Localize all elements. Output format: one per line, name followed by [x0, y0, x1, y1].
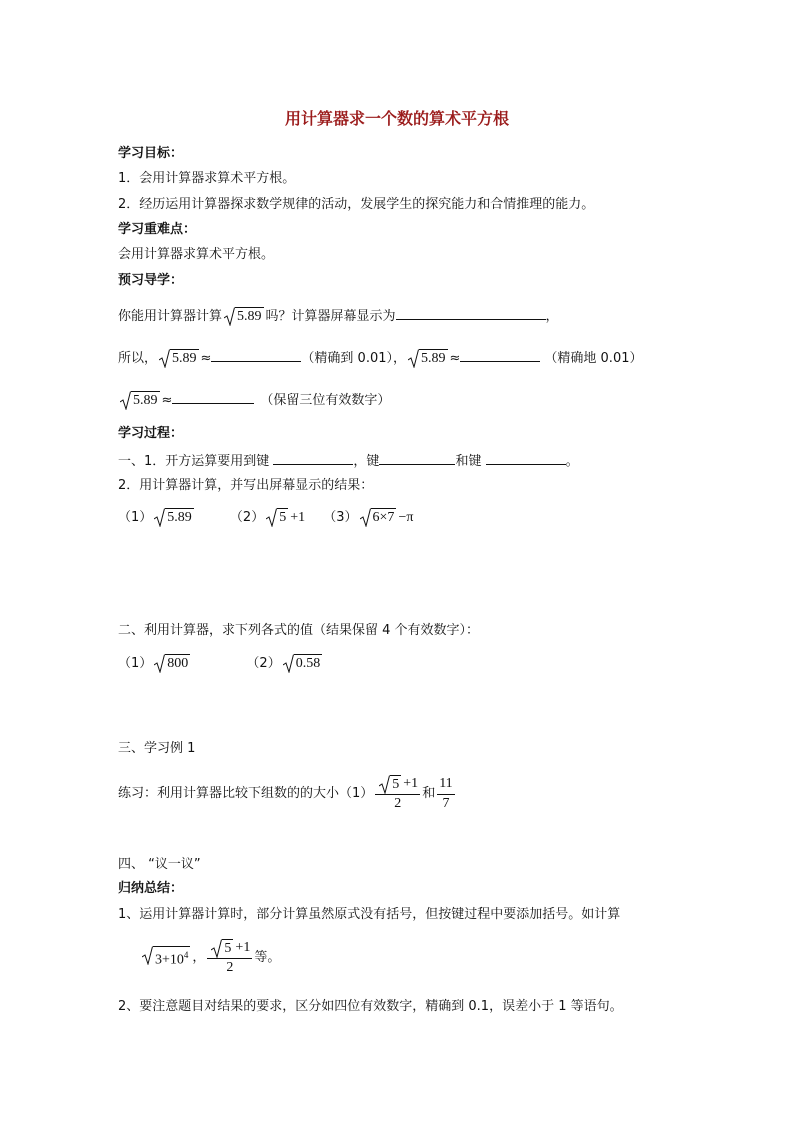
sqrt-expression: 5 [266, 508, 288, 527]
sqrt-expression: 0.58 [283, 654, 323, 673]
answer-blank[interactable] [396, 306, 546, 320]
fraction: 5 +1 2 [207, 938, 252, 977]
answer-blank[interactable] [211, 348, 301, 362]
sqrt-expression: 5.89 [154, 508, 194, 527]
answer-blank[interactable] [486, 451, 566, 465]
answer-blank[interactable] [379, 451, 455, 465]
sqrt-expression: 6×7 [360, 508, 397, 527]
summary-item-1: 1、运用计算器计算时，部分计算虽然原式没有括号，但按键过程中要添加括号。如计算 [118, 907, 621, 922]
practice-line: 练习：利用计算器比较下组数的的大小（1） 5 +1 2 和 $\frac{11}{7}$ [118, 776, 453, 811]
sqrt-expression: 5 [211, 939, 233, 958]
preview-question-3: 5.89 ≈ （保留三位有效数字） [118, 390, 390, 410]
fraction: $\frac{11}{7}$ [439, 776, 453, 811]
sqrt-expression: 5.89 [120, 391, 160, 410]
key-points-text: 会用计算器求算术平方根。 [118, 247, 275, 262]
summary-item-2: 2、要注意题目对结果的要求，区分如四位有效数字，精确到 0.1，误差小于 1 等语句。 [118, 999, 623, 1014]
sqrt-expression: 5.89 [408, 349, 448, 368]
preview-question-1: 你能用计算器计算 5.89 吗？计算器屏幕显示为 ， [118, 306, 559, 326]
fraction: 5 +1 2 [375, 774, 420, 813]
answer-blank[interactable] [460, 348, 540, 362]
process-item-2: 2．用计算器计算，并写出屏幕显示的结果： [118, 478, 374, 493]
goal-item-2: 2．经历运用计算器探求数学规律的活动，发展学生的探究能力和合情推理的能力。 [118, 197, 595, 212]
answer-blank[interactable] [273, 451, 353, 465]
sqrt-expression: 5.89 [224, 307, 264, 326]
section-4-text: 四、 “议一议” [118, 857, 201, 872]
section-2-expressions: （1） 800 （2） 0.58 [118, 656, 321, 671]
process-heading: 学习过程： [118, 426, 184, 441]
page-title: 用计算器求一个数的算术平方根 [284, 109, 509, 128]
goals-heading: 学习目标： [118, 146, 184, 161]
q1-post: 吗？计算器屏幕显示为 [265, 309, 396, 324]
process-item-2-expressions: （1） 5.89 （2） 5 +1 （3） 6×7 −π [118, 510, 414, 525]
q1-pre: 你能用计算器计算 [118, 309, 223, 324]
preview-heading: 预习导学： [118, 273, 184, 288]
sqrt-expression: 5 [379, 775, 401, 794]
answer-blank[interactable] [172, 390, 254, 404]
section-3-text: 三、学习例 1 [118, 741, 196, 756]
sqrt-expression: 5.89 [159, 349, 199, 368]
section-2-text: 二、利用计算器，求下列各式的值（结果保留 4 个有效数字）： [118, 623, 480, 638]
process-item-1: 一、1．开方运算要用到键 ，键 和键 。 [118, 451, 579, 471]
summary-heading: 归纳总结： [118, 881, 184, 896]
summary-item-1-expressions: $3+10^4$ ， 5 +1 2 等。 [140, 936, 280, 980]
sqrt-expression: $3+10^4$ [142, 946, 190, 969]
sqrt-expression: 800 [154, 654, 190, 673]
goal-item-1: 1．会用计算器求算术平方根。 [118, 171, 296, 186]
preview-question-2: 所以， 5.89 ≈ （精确到 0.01）， 5.89 ≈ （精确地 0.01） [118, 348, 642, 368]
key-points-heading: 学习重难点： [118, 222, 197, 237]
